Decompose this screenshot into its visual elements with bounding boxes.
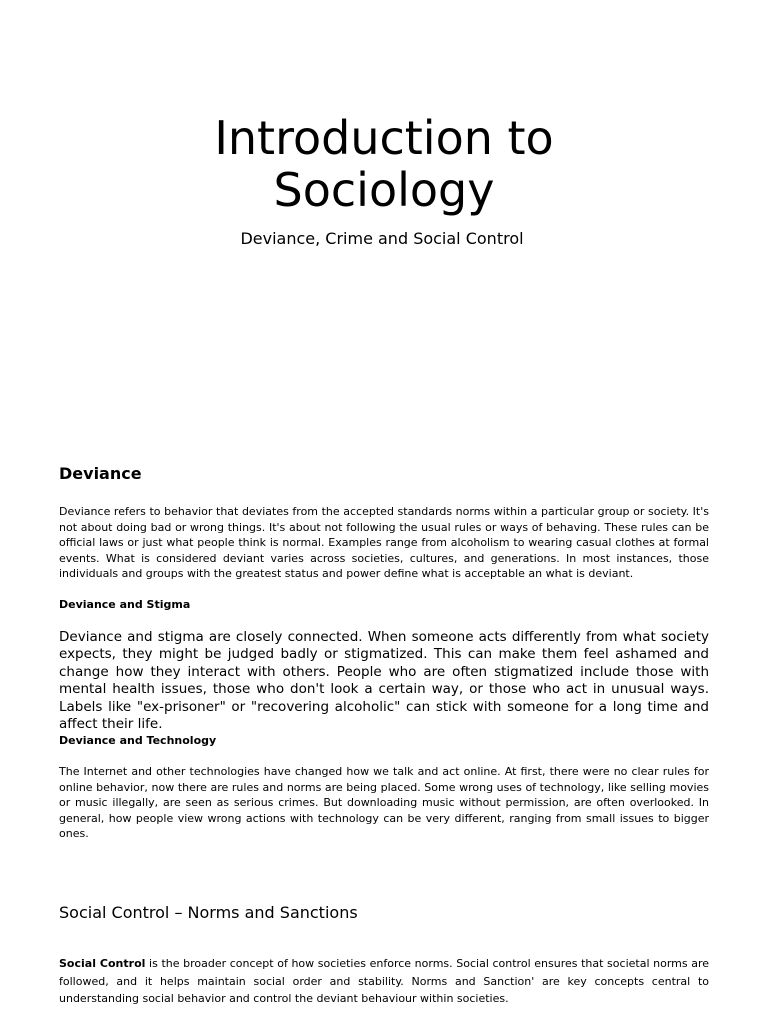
social-control-heading: Social Control – Norms and Sanctions <box>59 903 358 922</box>
title-line-2: Sociology <box>273 163 495 217</box>
page-title <box>0 112 768 216</box>
technology-paragraph: The Internet and other technologies have changed how we talk and act online. At first, there were no clear rules for online behavior, now there are rules and norms are being placed. Some wrong uses of technology, like selling movies or music illegally, are seen as serious crimes. But downloading music without permission, are often overlooked. In general, how people view wrong actions with technology can be very different, ranging from small issues to bigger ones. <box>59 765 709 840</box>
deviance-heading: Deviance <box>59 464 142 483</box>
social-control-lead: Social Control <box>59 957 146 970</box>
social-control-paragraph <box>59 955 709 1008</box>
technology-heading: Deviance and Technology <box>59 734 217 747</box>
social-control-text: is the broader concept of how societies enforce norms. Social control ensures that societal norms are followed, and it helps maintain social order and stability. Norms and Sanction' are key concepts central to understanding social behavior and control the deviant behaviour within societies. <box>59 957 710 1005</box>
title-line-1: Introduction to <box>214 111 554 165</box>
stigma-heading: Deviance and Stigma <box>59 598 191 611</box>
deviance-paragraph: Deviance refers to behavior that deviates from the accepted standards norms within a particular group or society. It's not about doing bad or wrong things. It's about not following the usual rules or ways of behaving. These rules can be official laws or just what people think is normal. Examples range from alcoholism to wearing casual clothes at formal events. What is considered deviant varies across societies, cultures, and generations. In most instances, those individuals and groups with the greatest status and power define what is acceptable an what is deviant. <box>59 505 709 580</box>
page-subtitle: Deviance, Crime and Social Control <box>240 229 524 248</box>
stigma-paragraph: Deviance and stigma are closely connected. When someone acts differently from what society expects, they might be judged badly or stigmatized. This can make them feel ashamed and change how they interact with others. People who are often stigmatized include those with mental health issues, those who don't look a certain way, or those who act in unusual ways. Labels like "ex-prisoner" or "recovering alcoholic" can stick with someone for a long time and affect their life. <box>59 629 709 733</box>
